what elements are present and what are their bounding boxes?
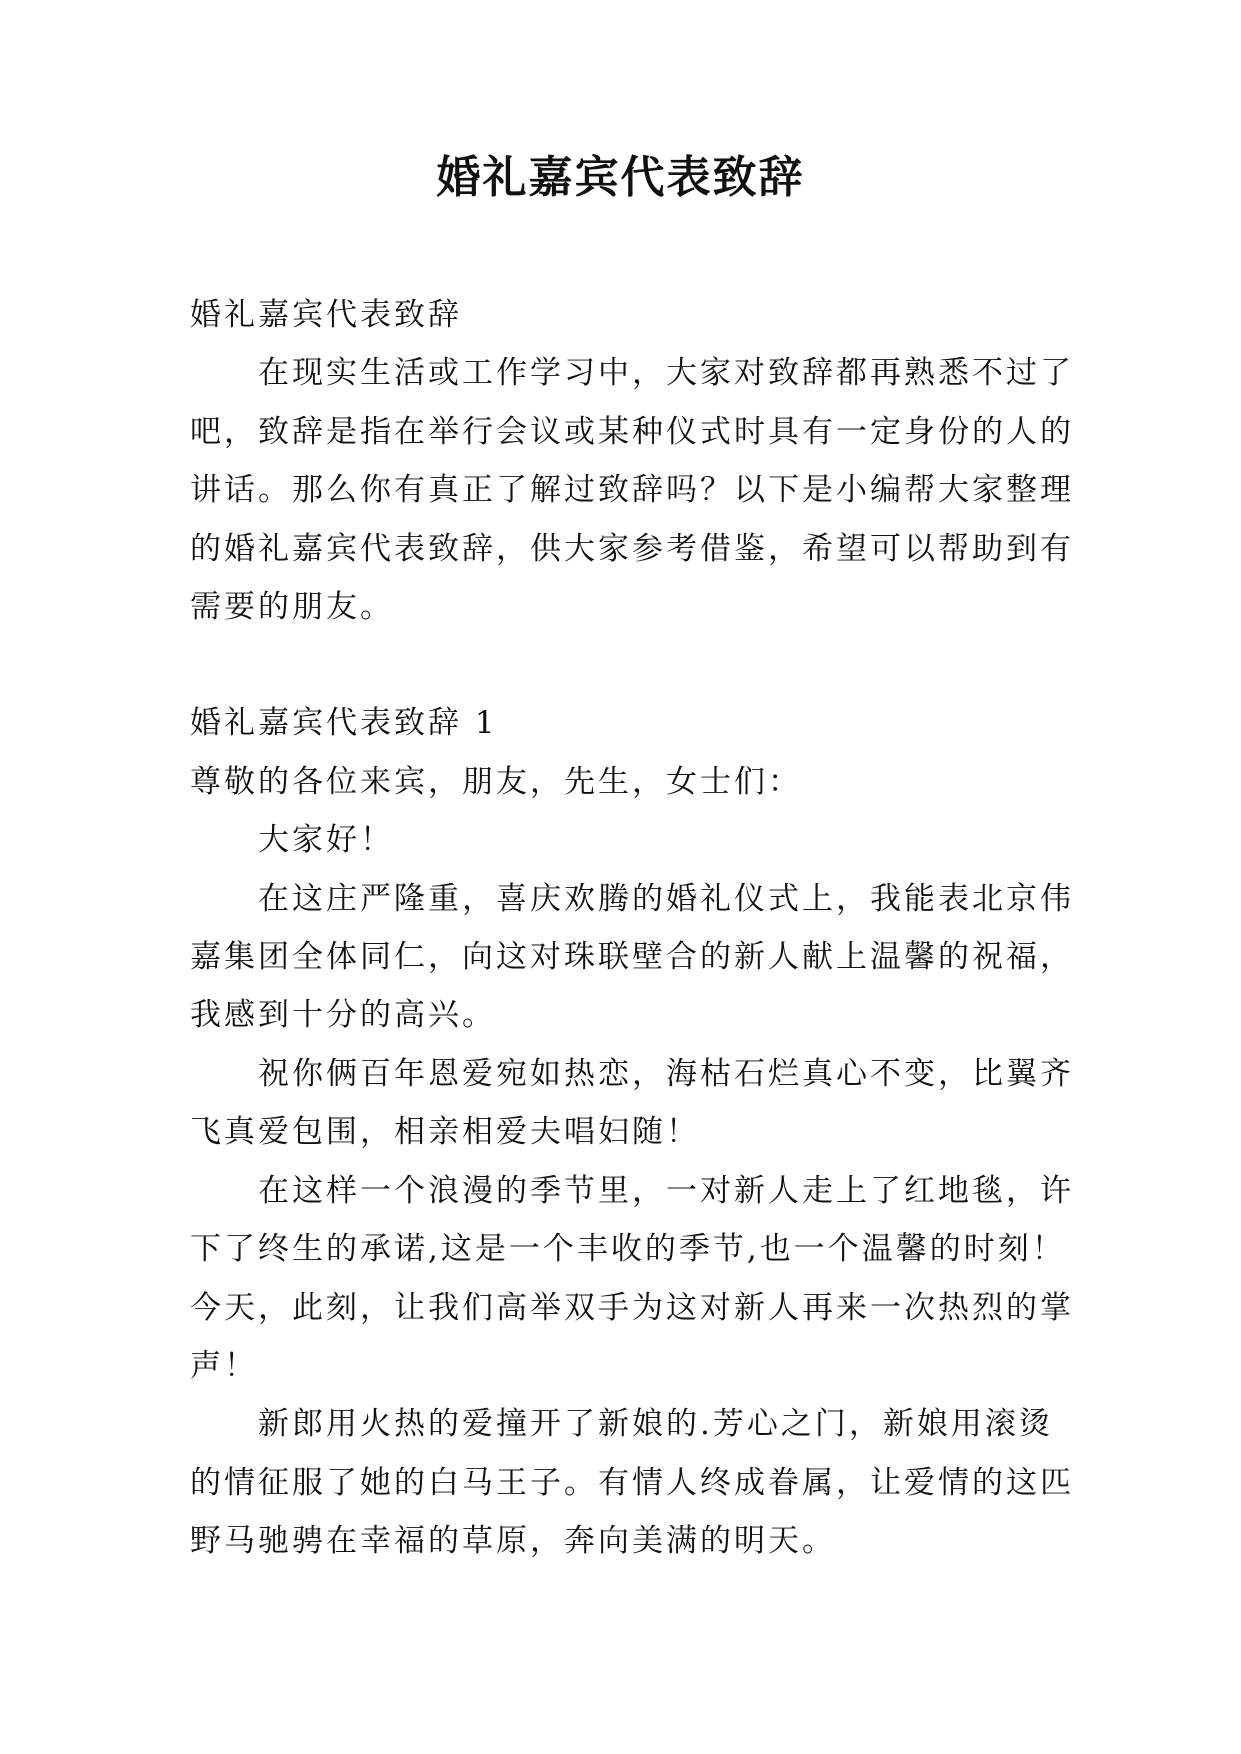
- document-title: 婚礼嘉宾代表致辞: [436, 152, 805, 203]
- salutation: 尊敬的各位来宾，朋友，先生，女士们：: [190, 763, 802, 800]
- speech-paragraph: 在这庄严隆重，喜庆欢腾的婚礼仪式上，我能表北京伟嘉集团全体同仁，向这对珠联壁合的新人献上温馨的祝福，我感到十分的高兴。: [190, 880, 1074, 1034]
- section-heading: 婚礼嘉宾代表致辞 1: [190, 705, 498, 742]
- intro-heading: 婚礼嘉宾代表致辞: [190, 297, 462, 333]
- speech-paragraph: 在这样一个浪漫的季节里，一对新人走上了红地毯，许下了终生的承诺,这是一个丰收的季节,也一个温馨的时刻！今天，此刻，让我们高举双手为这对新人再来一次热烈的掌声！: [190, 1172, 1074, 1384]
- speech-paragraph: 祝你俩百年恩爱宛如热恋，海枯石烂真心不变，比翼齐飞真爱包围，相亲相爱夫唱妇随！: [190, 1055, 1074, 1151]
- intro-paragraph: 在现实生活或工作学习中，大家对致辞都再熟悉不过了吧，致辞是指在举行会议或某种仪式时具有一定身份的人的讲话。那么你有真正了解过致辞吗？以下是小编帮大家整理的婚礼嘉宾代表致辞，供大家参考借鉴，希望可以帮助到有需要的朋友。: [190, 355, 1074, 626]
- speech-paragraph: 新郎用火热的爱撞开了新娘的.芳心之门，新娘用滚烫的情征服了她的白马王子。有情人终成眷属，让爱情的这匹野马驰骋在幸福的草原，奔向美满的明天。: [190, 1406, 1074, 1560]
- speech-paragraph-greeting: 大家好！: [258, 822, 394, 859]
- section-spacer: [190, 636, 1080, 694]
- document-body: [190, 286, 1080, 1571]
